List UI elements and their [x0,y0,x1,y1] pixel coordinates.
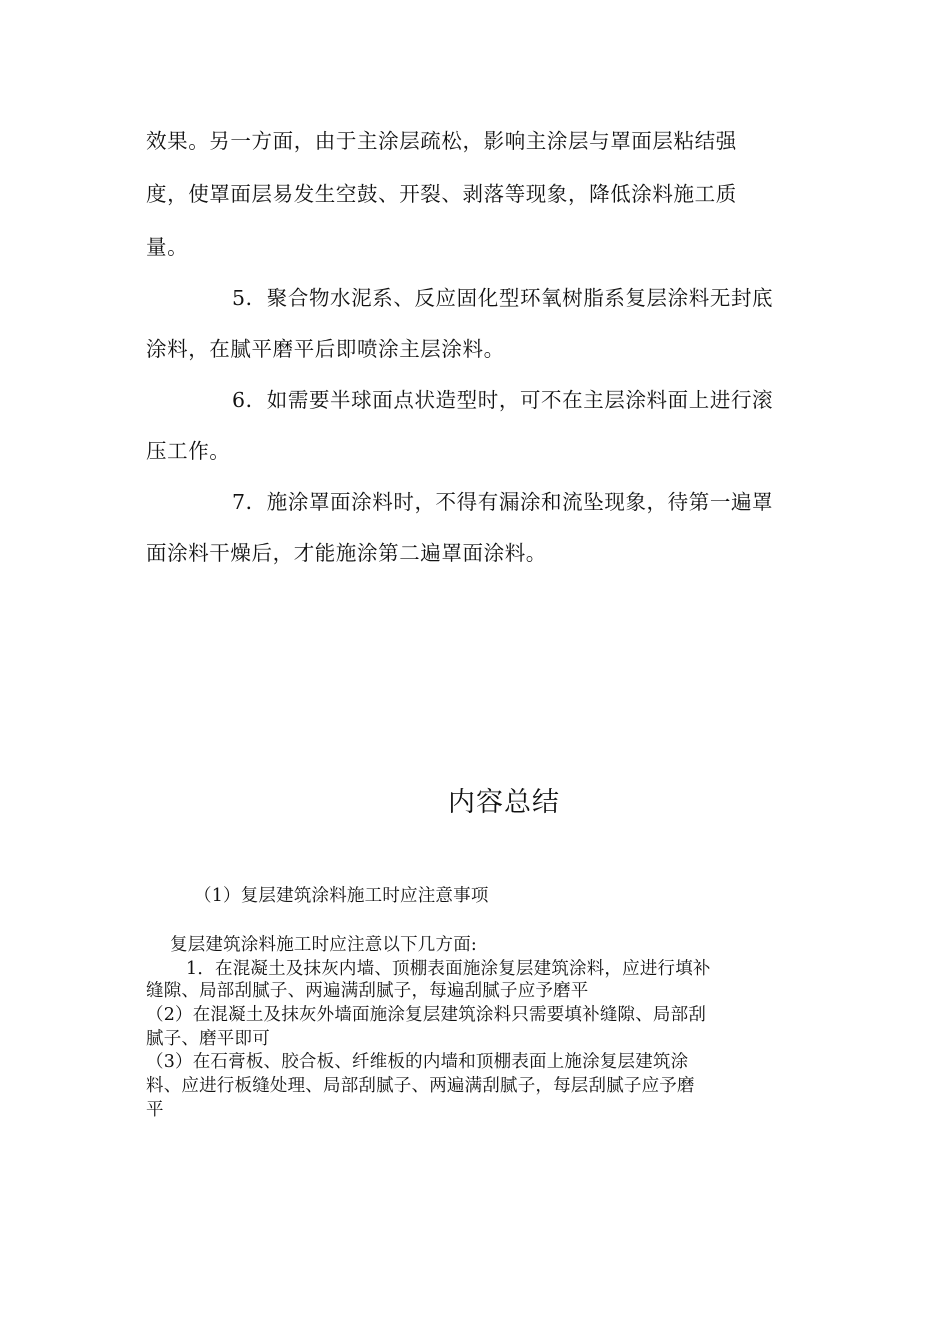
summary-text-line: （3）在石膏板、胶合板、纤维板的内墙和顶棚表面上施涂复层建筑涂 [146,1052,689,1072]
body-text-line: 涂料，在腻平磨平后即喷涂主层涂料。 [146,337,505,361]
body-text-line: 6．如需要半球面点状造型时，可不在主层涂料面上进行滚 [232,388,774,412]
summary-text-line: 腻子、磨平即可 [146,1029,270,1049]
body-text-line: 量。 [146,235,189,259]
body-text-line: 压工作。 [146,439,231,463]
summary-text-line: 复层建筑涂料施工时应注意以下几方面: [170,935,477,955]
summary-text-line: 料、应进行板缝处理、局部刮腻子、两遍满刮腻子，每层刮腻子应予磨 [146,1076,695,1096]
summary-heading: （1）复层建筑涂料施工时应注意事项 [194,886,489,906]
summary-text-line: （2）在混凝土及抹灰外墙面施涂复层建筑涂料只需要填补缝隙、局部刮 [146,1005,707,1025]
body-text-line: 5．聚合物水泥系、反应固化型环氧树脂系复层涂料无封底 [232,286,774,310]
body-text-line: 度，使罩面层易发生空鼓、开裂、剥落等现象，降低涂料施工质 [146,182,737,206]
body-text-line: 面涂料干燥后，才能施涂第二遍罩面涂料。 [146,541,547,565]
body-text-line: 7．施涂罩面涂料时，不得有漏涂和流坠现象，待第一遍罩 [232,490,774,514]
summary-title: 内容总结 [448,787,560,818]
summary-text-line: 缝隙、局部刮腻子、两遍满刮腻子，每遍刮腻子应予磨平 [146,981,589,1001]
summary-text-line: 平 [146,1100,164,1120]
summary-text-line: 1．在混凝土及抹灰内墙、顶棚表面施涂复层建筑涂料，应进行填补 [186,959,711,979]
body-text-line: 效果。另一方面，由于主涂层疏松，影响主涂层与罩面层粘结强 [146,129,737,153]
